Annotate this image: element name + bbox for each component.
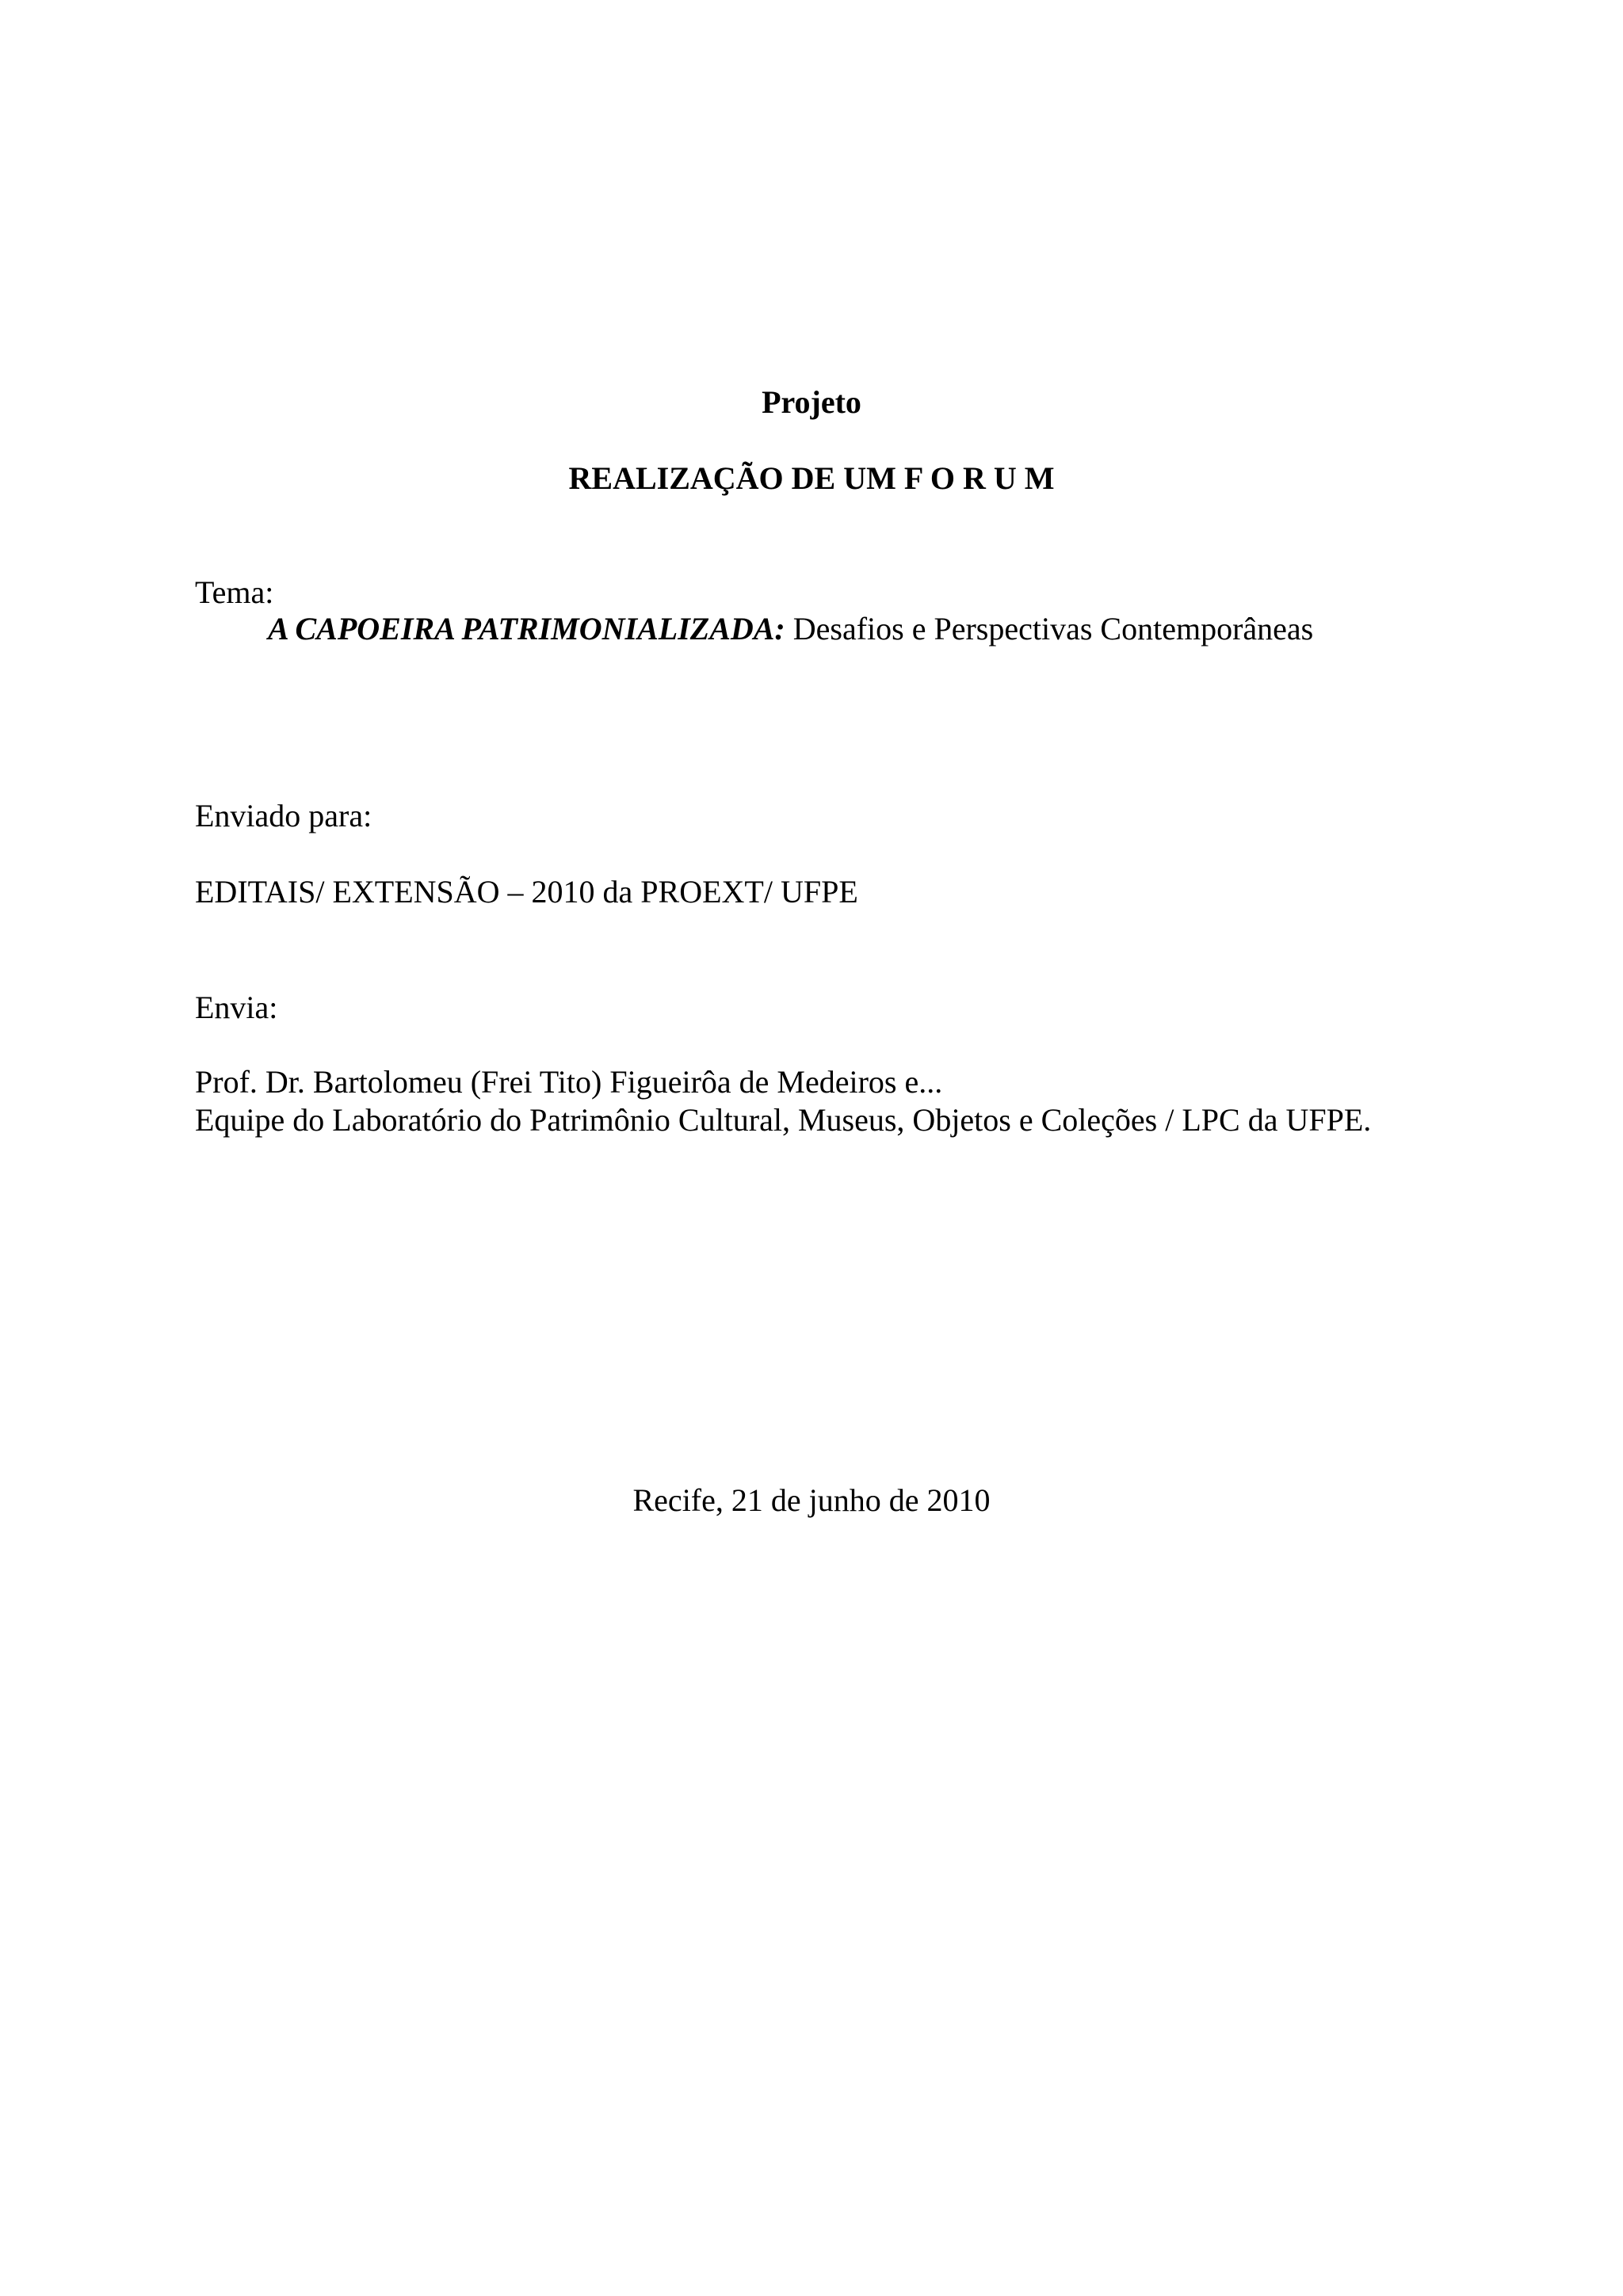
tema-title-rest: Desafios e Perspectivas Contemporâneas: [785, 611, 1314, 646]
envia-sender-line: Equipe do Laboratório do Patrimônio Cultural, Museus, Objetos e Coleções / LPC da UFPE.: [195, 1102, 1372, 1138]
enviado-para-value: EDITAIS/ EXTENSÃO – 2010 da PROEXT/ UFPE: [195, 874, 858, 910]
document-heading: Projeto: [762, 384, 861, 420]
document-subheading: REALIZAÇÃO DE UM F O R U M: [568, 460, 1055, 496]
tema-title: [268, 610, 1313, 648]
enviado-para-label: Enviado para:: [195, 798, 372, 833]
envia-label: Envia:: [195, 990, 278, 1025]
tema-title-emphasis: A CAPOEIRA PATRIMONIALIZADA:: [268, 611, 785, 646]
tema-label: Tema:: [195, 574, 274, 610]
place-and-date: Recife, 21 de junho de 2010: [632, 1482, 991, 1518]
envia-sender-line: Prof. Dr. Bartolomeu (Frei Tito) Figueirôa de Medeiros e...: [195, 1064, 943, 1100]
